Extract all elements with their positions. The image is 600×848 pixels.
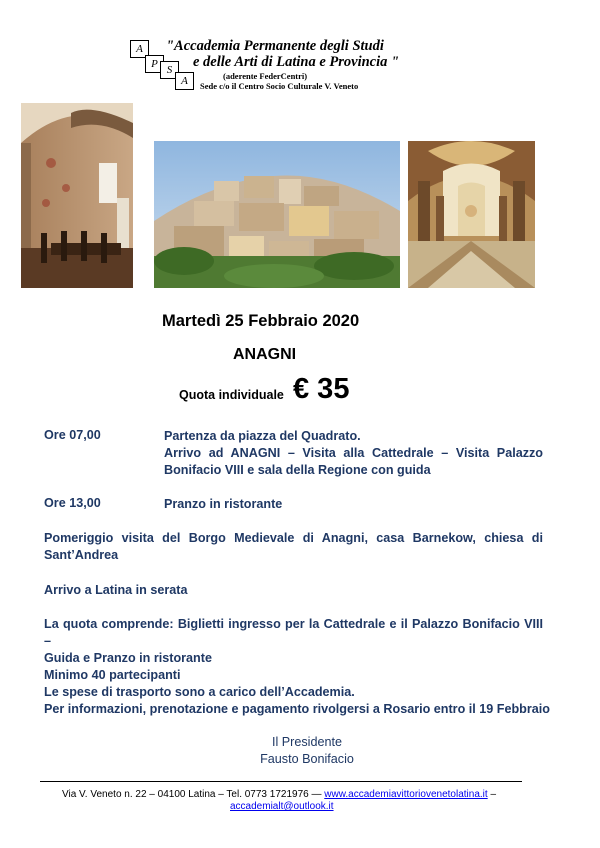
schedule-item-1-line2: Arrivo ad ANAGNI – Visita alla Cattedrale – Visita Palazzo — [164, 446, 543, 460]
schedule-item-1 — [164, 428, 543, 479]
quota-label: Quota individuale — [179, 388, 284, 402]
afternoon-paragraph — [44, 530, 543, 564]
footer-divider — [40, 781, 522, 782]
info-paragraph — [44, 684, 554, 718]
photo-cathedral-crypt — [408, 141, 535, 288]
footer-address: Via V. Veneto n. 22 – 04100 Latina – Tel. 0773 1721976 — — [62, 789, 322, 800]
logo-letter-a1: A — [130, 40, 149, 58]
info-line2: Per informazioni, prenotazione e pagamento rivolgersi a Rosario entro il 19 Febbraio — [44, 702, 550, 716]
header-title-line2: e delle Arti di Latina e Provincia " — [193, 54, 400, 70]
schedule-time-1: Ore 07,00 — [44, 428, 101, 442]
footer-dash: – — [490, 789, 497, 800]
includes-line2: Guida e Pranzo in ristorante — [44, 651, 212, 665]
signature-role: Il Presidente — [271, 735, 342, 749]
schedule-item-1-line3: Bonifacio VIII e sala della Regione con guida — [164, 463, 431, 477]
photo-anagni-town — [154, 141, 400, 288]
photo-palace-hall — [21, 103, 133, 288]
logo-letter-p: P — [145, 55, 164, 73]
event-date: Martedì 25 Febbraio 2020 — [162, 312, 360, 330]
includes-line1: La quota comprende: Biglietti ingresso per la Cattedrale e il Palazzo Bonifacio VIII – — [44, 617, 543, 648]
info-line1: Le spese di trasporto sono a carico dell’Accademia. — [44, 685, 355, 699]
schedule-time-2: Ore 13,00 — [44, 496, 101, 510]
afternoon-line2: Sant’Andrea — [44, 548, 119, 562]
includes-paragraph — [44, 616, 543, 684]
includes-line3: Minimo 40 partecipanti — [44, 668, 181, 682]
arrival-text: Arrivo a Latina in serata — [44, 583, 188, 597]
afternoon-line1: Pomeriggio visita del Borgo Medievale di Anagni, casa Barnekow, chiesa di — [44, 531, 543, 545]
event-price: € 35 — [293, 373, 350, 405]
footer-email-link[interactable]: accademialt@outlook.it — [230, 801, 334, 812]
schedule-item-1-line1: Partenza da piazza del Quadrato. — [164, 429, 361, 443]
footer-website-link[interactable]: www.accademiavittoriovenetolatina.it — [324, 789, 488, 800]
signature-name: Fausto Bonifacio — [260, 752, 354, 766]
footer-line1 — [62, 789, 496, 800]
logo-letter-a2: A — [175, 72, 194, 90]
schedule-item-2: Pranzo in ristorante — [164, 497, 283, 511]
logo-letter-s: S — [160, 61, 179, 79]
event-place: ANAGNI — [233, 346, 297, 363]
header-subtitle-federcentri: (aderente FederCentri) — [223, 71, 308, 81]
header-title-line1: "Accademia Permanente degli Studi — [166, 38, 384, 54]
header-subtitle-sede: Sede c/o il Centro Socio Culturale V. Veneto — [200, 81, 359, 91]
footer-line2 — [230, 801, 334, 812]
